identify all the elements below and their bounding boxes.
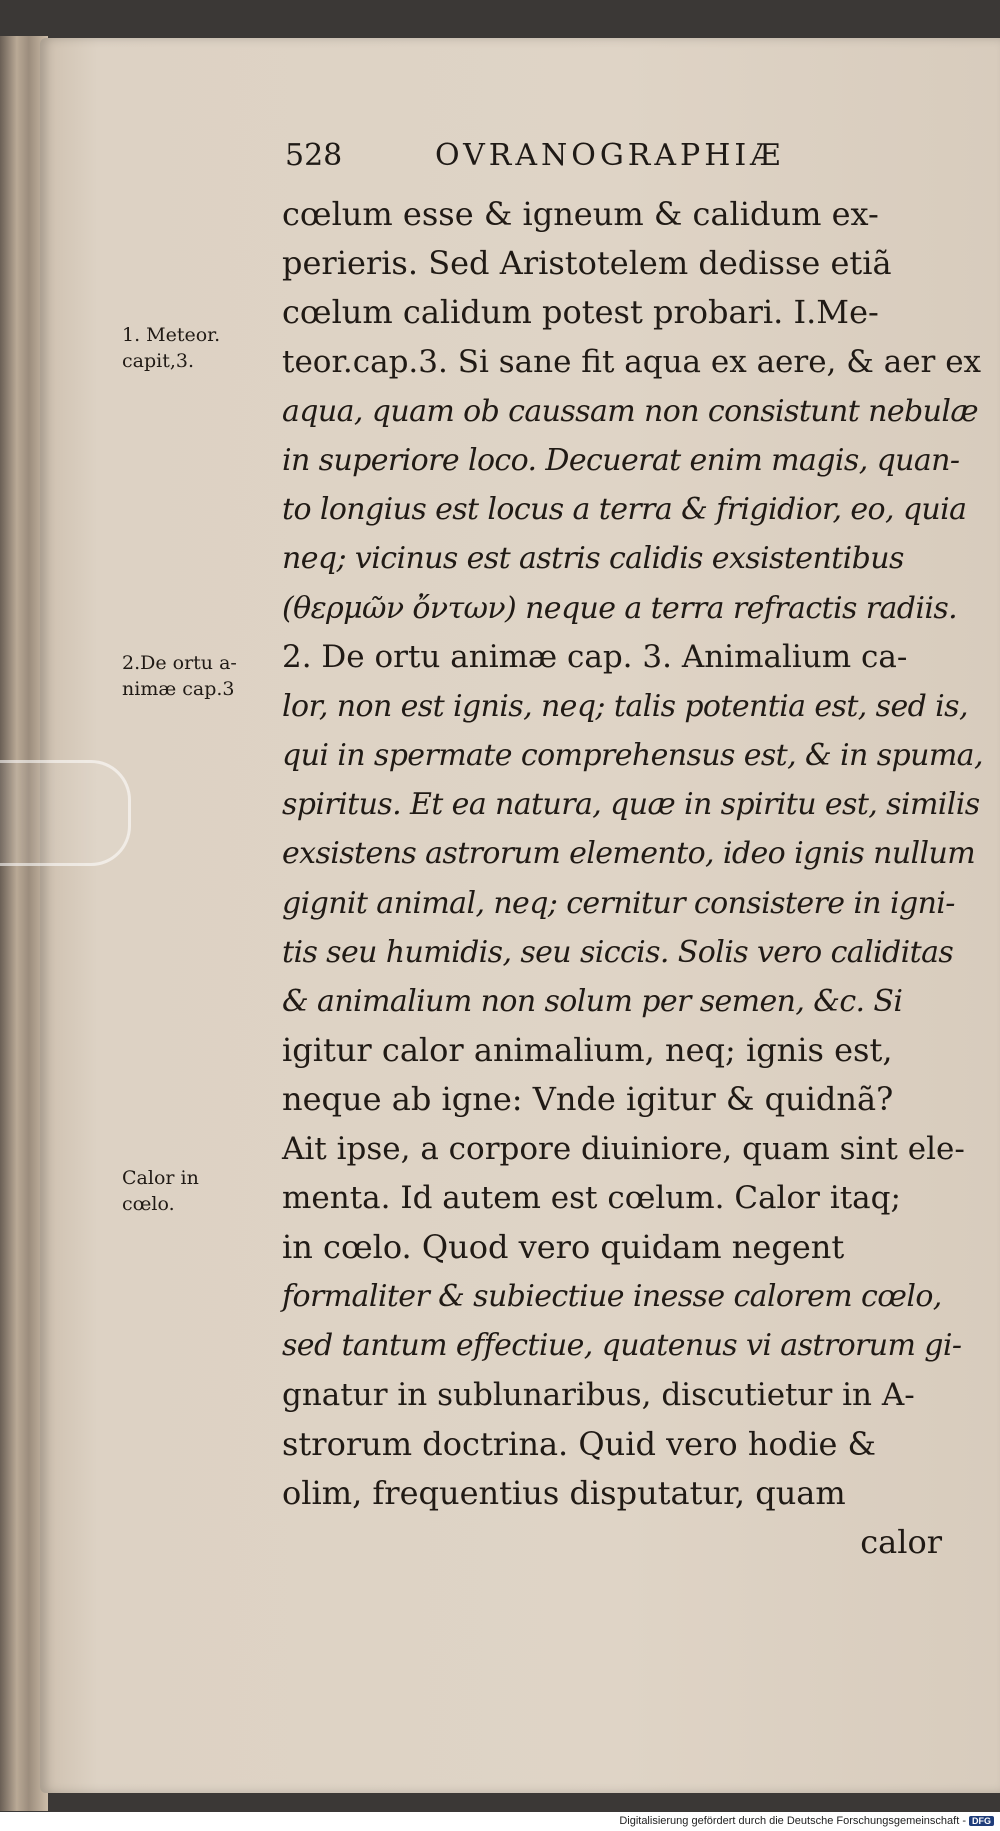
text-line: & animalium non solum per semen, &c. Si	[282, 984, 903, 1019]
text-line: gnatur in sublunaribus, discutietur in A-	[282, 1376, 915, 1413]
text-line: formaliter & subiectiue inesse calorem cœlo,	[282, 1279, 942, 1315]
text-line: lor, non est ignis, neq; talis potentia est, sed is,	[282, 688, 968, 724]
credit-text: Digitalisierung gefördert durch die Deutsche Forschungsgemeinschaft -	[619, 1815, 966, 1827]
text-line: spiritus. Et ea natura, quæ in spiritu est, similis	[282, 787, 980, 823]
margin-note-line: cœlo.	[122, 1193, 175, 1215]
text-line: in cœlo. Quod vero quidam negent	[282, 1227, 845, 1266]
text-line: cœlum esse & igneum & calidum ex-	[282, 195, 879, 233]
margin-note-line: Calor in	[122, 1167, 199, 1189]
text-line: olim, frequentius disputatur, quam	[282, 1473, 846, 1512]
text-line: 2. De ortu animæ cap. 3. Animalium ca-	[282, 638, 908, 675]
text-line: tis seu humidis, seu siccis. Solis vero caliditas	[282, 934, 954, 970]
body-text	[282, 190, 983, 1567]
text-line: qui in spermate comprehensus est, & in spuma,	[282, 738, 983, 774]
margin-note-meteor	[122, 322, 272, 374]
page-clip	[0, 760, 131, 866]
margin-note-line: 1. Meteor.	[122, 324, 221, 346]
text-line: menta. Id autem est cœlum. Calor itaq;	[282, 1179, 901, 1216]
text-line: aqua, quam ob caussam non consistunt nebulæ	[282, 393, 978, 429]
text-line: teor.cap.3. Si sane fit aqua ex aere, & aer ex	[282, 343, 982, 380]
margin-note-line: 2.De ortu a-	[122, 652, 237, 674]
margin-note-calor	[122, 1165, 272, 1217]
margin-note-line: capit,3.	[122, 350, 195, 372]
text-line: exsistens astrorum elemento, ideo ignis nullum	[282, 836, 976, 872]
running-title: OVRANOGRAPHIÆ	[435, 138, 785, 173]
dfg-logo-icon: DFG	[969, 1816, 994, 1826]
text-line: Ait ipse, a corpore diuiniore, quam sint ele-	[282, 1130, 965, 1167]
text-line: perieris. Sed Aristotelem dedisse etiã	[282, 244, 892, 283]
text-line: igitur calor animalium, neq; ignis est,	[282, 1031, 893, 1070]
text-line: neq; vicinus est astris calidis exsistentibus	[282, 541, 904, 577]
text-line: strorum doctrina. Quid vero hodie &	[282, 1424, 877, 1463]
page-header	[285, 138, 885, 182]
text-line: gignit animal, neq; cernitur consistere in igni-	[282, 885, 955, 921]
margin-note-line: nimæ cap.3	[122, 678, 235, 700]
text-line: to longius est locus a terra & frigidior, eo, quia	[282, 492, 967, 528]
digitization-credit	[619, 1815, 994, 1827]
page-number: 528	[285, 138, 343, 173]
text-line: in superiore loco. Decuerat enim magis, quan-	[282, 442, 960, 478]
margin-note-de-ortu	[122, 650, 272, 702]
text-line: (θερμῶν ὄντων) neque a terra refractis radiis.	[282, 590, 958, 626]
text-line: neque ab igne: Vnde igitur & quidnã?	[282, 1080, 894, 1119]
text-line: cœlum calidum potest probari. I.Me-	[282, 293, 879, 332]
catchword: calor	[860, 1523, 942, 1562]
text-line: sed tantum effectiue, quatenus vi astrorum gi-	[282, 1328, 962, 1364]
